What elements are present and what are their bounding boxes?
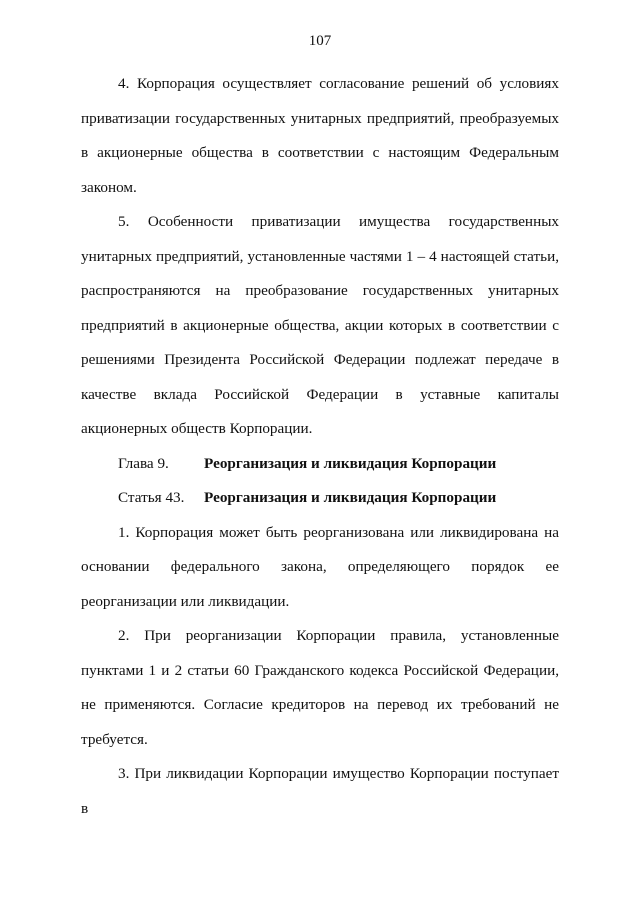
chapter-label: Глава 9. — [118, 454, 169, 472]
paragraph-article-1: 1. Корпорация может быть реорганизована или ликвидирована на основании федерального закона, определяющего порядок ее реорганизации или ликвидации. — [81, 523, 559, 610]
article-label: Статья 43. — [118, 489, 185, 506]
article-heading — [81, 481, 559, 516]
paragraph-item-4: 4. Корпорация осуществляет согласование решений об условиях приватизации государственных унитарных предприятий, преобразуемых в акционерные общества в соответствии с настоящим Федеральным законом. — [81, 75, 559, 196]
paragraph-item-5: 5. Особенности приватизации имущества государственных унитарных предприятий, установленные частями 1 – 4 настоящей статьи, распространяются на преобразование государственных унитарных предприятий в акционерные общества, акции которых в соответствии с решениями Президента Российской Федерации подлежат передаче в качестве вклада Российской Федерации в уставные капиталы акционерных обществ Корпорации. — [81, 213, 559, 437]
document-body — [81, 67, 559, 826]
article-title: Реорганизация и ликвидация Корпорации — [204, 489, 497, 506]
chapter-title: Реорганизация и ликвидация Корпорации — [204, 454, 497, 472]
page-number: 107 — [308, 33, 332, 49]
paragraph-article-2: 2. При реорганизации Корпорации правила, установленные пунктами 1 и 2 статьи 60 Гражданского кодекса Российской Федерации, не применяются. Согласие кредиторов на перевод их требований не требуется. — [81, 627, 559, 748]
chapter-heading — [81, 447, 559, 482]
paragraph-article-3: 3. При ликвидации Корпорации имущество Корпорации поступает в — [81, 765, 559, 817]
